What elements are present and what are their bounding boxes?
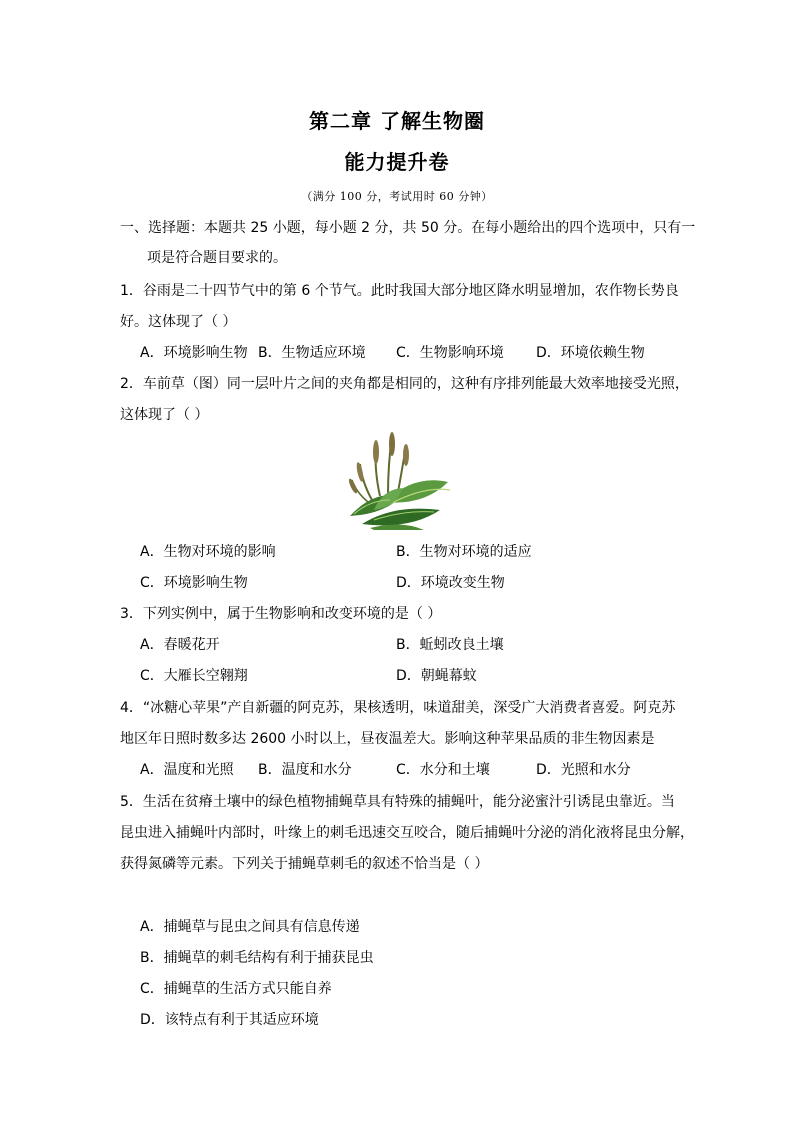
q1-option-d: D．环境依赖生物: [536, 345, 645, 361]
q1-stem-line1: 1．谷雨是二十四节气中的第 6 个节气。此时我国大部分地区降水明显增加，农作物长势良: [120, 283, 679, 299]
q5-option-a: A．捕蝇草与昆虫之间具有信息传递: [140, 919, 360, 935]
paper-title: 能力提升卷: [344, 150, 450, 174]
q5-stem-line1: 5．生活在贫瘠土壤中的绿色植物捕蝇草具有特殊的捕蝇叶，能分泌蜜汁引诱昆虫靠近。当: [120, 794, 675, 810]
q5-stem-line2: 昆虫进入捕蝇叶内部时，叶缘上的刺毛迅速交互咬合，随后捕蝇叶分泌的消化液将昆虫分解，: [120, 825, 694, 841]
exam-note: （满分 100 分，考试用时 60 分钟）: [301, 190, 493, 203]
q5-stem-line3: 获得氮磷等元素。下列关于捕蝇草刺毛的叙述不恰当是（ ）: [120, 856, 489, 872]
q1-option-c: C．生物影响环境: [396, 345, 504, 361]
q5-option-b: B．捕蝇草的刺毛结构有利于捕获昆虫: [140, 950, 374, 966]
q4-option-a: A．温度和光照: [140, 762, 234, 778]
q1-option-b: B．生物适应环境: [258, 345, 366, 361]
section-heading-line1: 一、选择题：本题共 25 小题，每小题 2 分，共 50 分。在每小题给出的四个选项中，只有一: [120, 220, 696, 236]
q5-option-d: D．该特点有利于其适应环境: [140, 1012, 319, 1028]
q4-stem-line2: 地区年日照时数多达 2600 小时以上，昼夜温差大。影响这种苹果品质的非生物因素是: [120, 731, 655, 747]
q4-option-c: C．水分和土壤: [396, 762, 490, 778]
q3-option-b: B．蚯蚓改良土壤: [396, 637, 504, 653]
q4-stem-line1: 4．“冰糖心苹果”产自新疆的阿克苏，果核透明，味道甜美，深受广大消费者喜爱。阿克苏: [120, 700, 676, 716]
q4-option-b: B．温度和水分: [258, 762, 352, 778]
q2-stem-line1: 2．车前草（图）同一层叶片之间的夹角都是相同的，这种有序排列能最大效率地接受光照，: [120, 376, 689, 392]
q2-option-b: B．生物对环境的适应: [396, 544, 532, 560]
chapter-title: 第二章 了解生物圈: [309, 109, 485, 133]
q2-option-a: A．生物对环境的影响: [140, 544, 276, 560]
plantain-figure: [344, 430, 452, 530]
q1-stem-line2: 好。这体现了（ ）: [120, 314, 237, 330]
q3-option-a: A．春暖花开: [140, 637, 220, 653]
q3-stem-line1: 3．下列实例中，属于生物影响和改变环境的是（ ）: [120, 606, 442, 622]
q4-option-d: D．光照和水分: [536, 762, 631, 778]
q2-option-d: D．环境改变生物: [396, 575, 505, 591]
q1-option-a: A．环境影响生物: [140, 345, 248, 361]
q2-option-c: C．环境影响生物: [140, 575, 248, 591]
q2-stem-line2: 这体现了（ ）: [120, 407, 209, 423]
q3-option-c: C．大雁长空翱翔: [140, 668, 248, 684]
q5-option-c: C．捕蝇草的生活方式只能自养: [140, 981, 332, 997]
q3-option-d: D．朝蝇幕蚊: [396, 668, 477, 684]
section-heading-line2: 项是符合题目要求的。: [147, 250, 287, 266]
leaf-rosette: [350, 480, 450, 530]
